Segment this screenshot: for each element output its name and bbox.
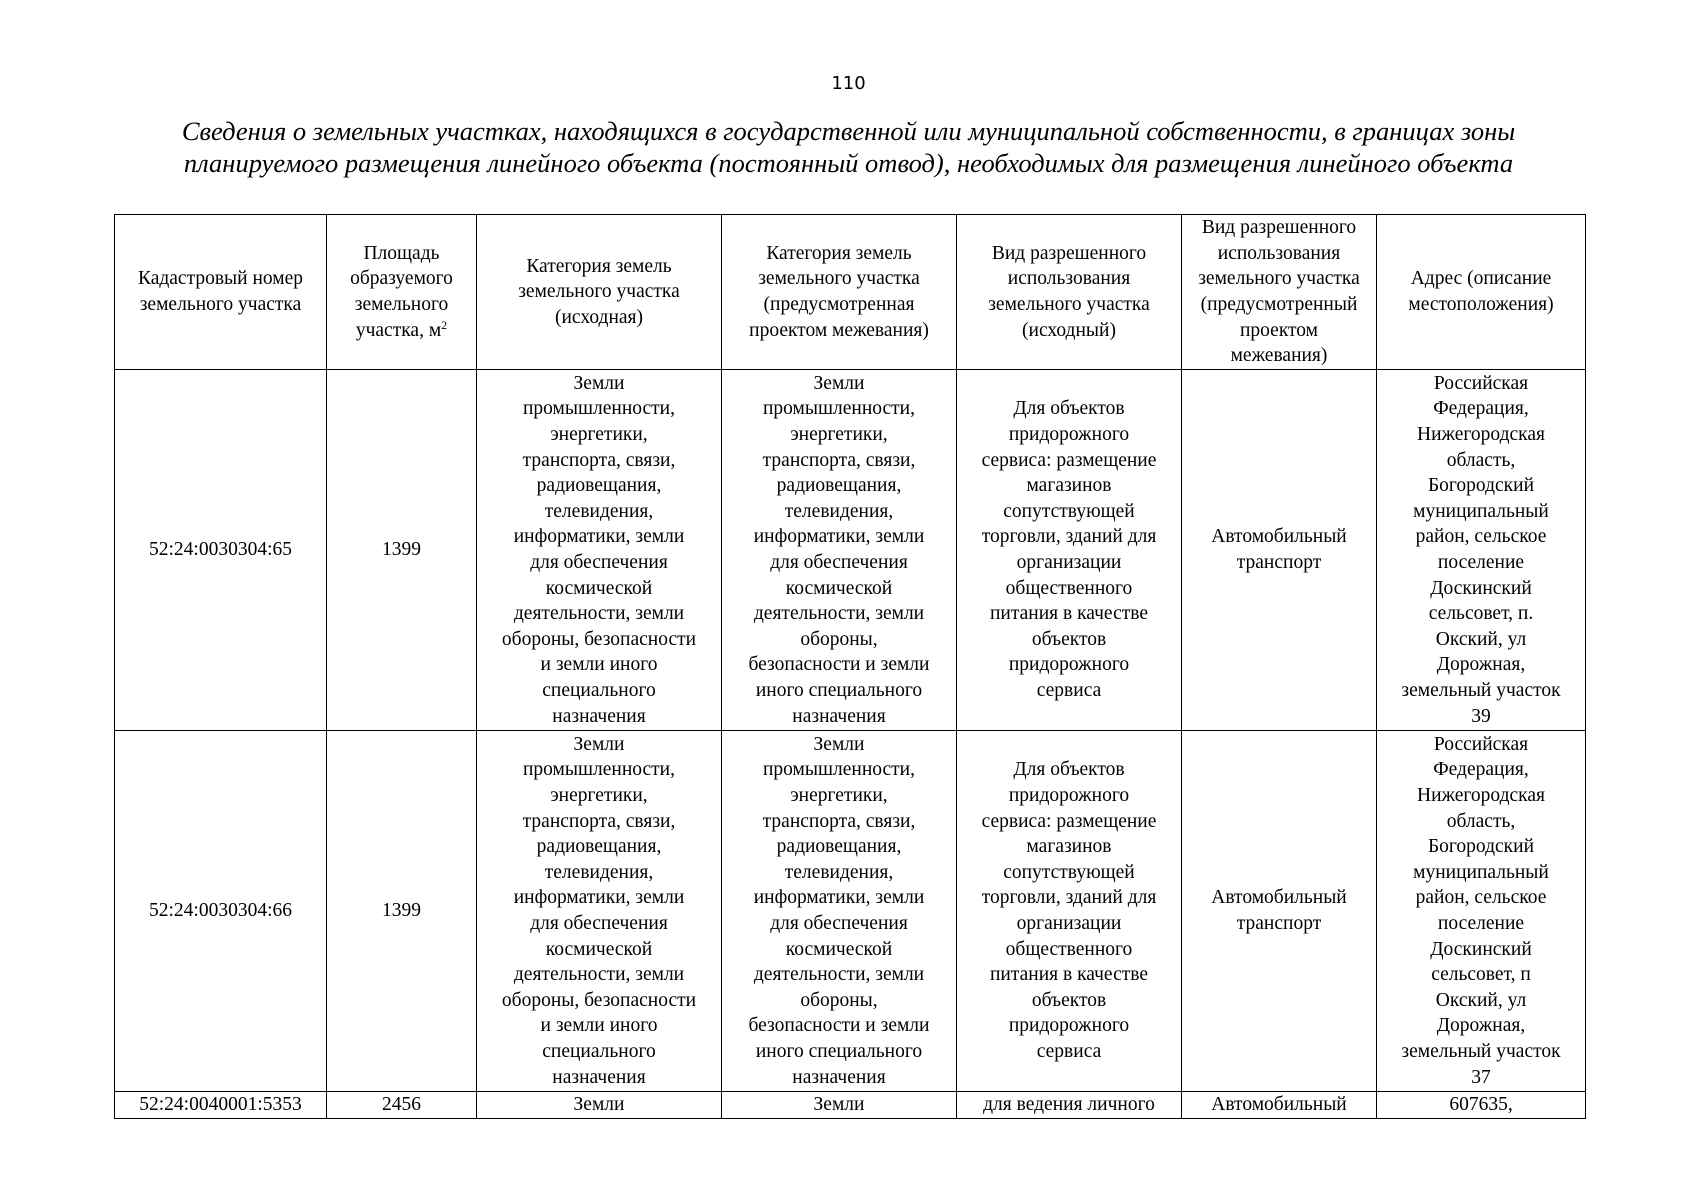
land-plots-table	[114, 214, 1586, 1119]
cell-land-category-initial: Земли промышленности, энергетики, транспорта, связи, радиовещания, телевидения, информатики, земли для обеспечения космической деятельности, земли обороны, безопасности и земли иного специального назначения	[477, 731, 722, 1092]
cell-land-category-planned: Земли промышленности, энергетики, транспорта, связи, радиовещания, телевидения, информатики, земли для обеспечения космической деятельности, земли обороны, безопасности и земли иного специального назначения	[722, 370, 957, 731]
document-title	[110, 115, 1587, 179]
cell-cadastral-number: 52:24:0030304:66	[115, 731, 327, 1092]
cell-land-category-initial: Земли	[477, 1092, 722, 1119]
table-row	[115, 731, 1586, 1092]
page-number: 110	[831, 73, 866, 94]
cell-area: 2456	[327, 1092, 477, 1119]
header-land-category-initial: Категория земель земельного участка (исходная)	[477, 215, 722, 370]
cell-permitted-use-initial: Для объектов придорожного сервиса: размещение магазинов сопутствующей торговли, зданий для организации общественного питания в качестве объектов придорожного сервиса	[957, 731, 1182, 1092]
title-line-2: планируемого размещения линейного объекта (постоянный отвод), необходимых для размещения линейного объекта	[183, 148, 1514, 178]
cell-permitted-use-initial: Для объектов придорожного сервиса: размещение магазинов сопутствующей торговли, зданий для организации общественного питания в качестве объектов придорожного сервиса	[957, 370, 1182, 731]
header-land-category-planned: Категория земель земельного участка (предусмотренная проектом межевания)	[722, 215, 957, 370]
header-permitted-use-initial: Вид разрешенного использования земельного участка (исходный)	[957, 215, 1182, 370]
header-address: Адрес (описание местоположения)	[1377, 215, 1586, 370]
cell-permitted-use-initial: для ведения личного	[957, 1092, 1182, 1119]
area-unit-superscript: 2	[441, 317, 448, 332]
cell-cadastral-number: 52:24:0040001:5353	[115, 1092, 327, 1119]
cell-permitted-use-planned: Автомобильный транспорт	[1182, 370, 1377, 731]
cell-area: 1399	[327, 731, 477, 1092]
cell-land-category-planned: Земли	[722, 1092, 957, 1119]
header-area: Площадь образуемого земельного участка, $м^2$	[327, 215, 477, 370]
table-header-row	[115, 215, 1586, 370]
title-line-1: Сведения о земельных участках, находящихся в государственной или муниципальной собственности, в границах зоны	[181, 116, 1516, 146]
table-row	[115, 1092, 1586, 1119]
cell-permitted-use-planned: Автомобильный	[1182, 1092, 1377, 1119]
header-cadastral-number: Кадастровый номер земельного участка	[115, 215, 327, 370]
cell-cadastral-number: 52:24:0030304:65	[115, 370, 327, 731]
cell-area: 1399	[327, 370, 477, 731]
cell-land-category-initial: Земли промышленности, энергетики, транспорта, связи, радиовещания, телевидения, информатики, земли для обеспечения космической деятельности, земли обороны, безопасности и земли иного специального назначения	[477, 370, 722, 731]
cell-address: 607635,	[1377, 1092, 1586, 1119]
header-permitted-use-planned: Вид разрешенного использования земельного участка (предусмотренный проектом межевания)	[1182, 215, 1377, 370]
cell-address: Российская Федерация, Нижегородская область, Богородский муниципальный район, сельское поселение Доскинский сельсовет, п. Окский, ул Дорожная, земельный участок 39	[1377, 370, 1586, 731]
cell-permitted-use-planned: Автомобильный транспорт	[1182, 731, 1377, 1092]
cell-land-category-planned: Земли промышленности, энергетики, транспорта, связи, радиовещания, телевидения, информатики, земли для обеспечения космической деятельности, земли обороны, безопасности и земли иного специального назначения	[722, 731, 957, 1092]
cell-address: Российская Федерация, Нижегородская область, Богородский муниципальный район, сельское поселение Доскинский сельсовет, п Окский, ул Дорожная, земельный участок 37	[1377, 731, 1586, 1092]
table-row	[115, 370, 1586, 731]
